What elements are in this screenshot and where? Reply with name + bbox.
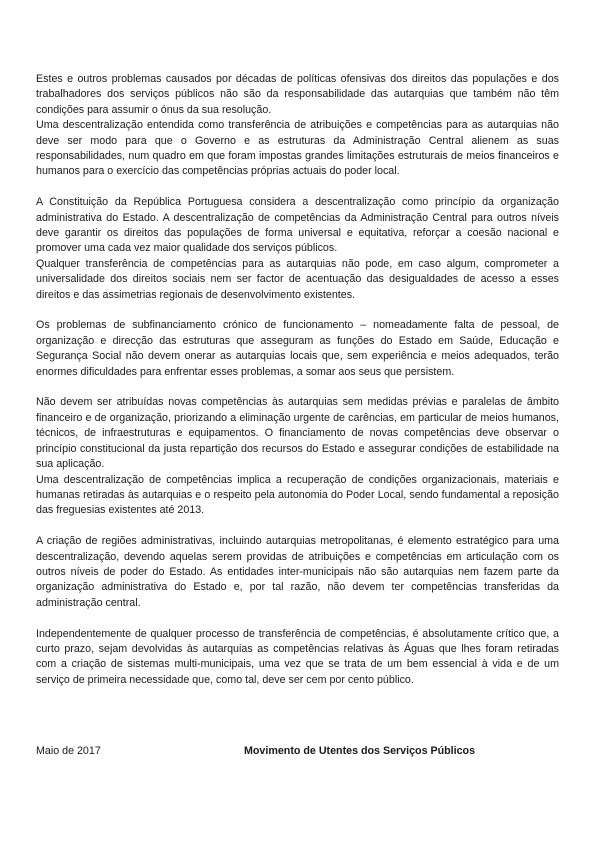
- document-body: [36, 72, 559, 688]
- paragraph-spacer: [36, 611, 559, 626]
- paragraph-spacer: [36, 380, 559, 395]
- paragraph-recovery-conditions: Uma descentralização de competências implica a recuperação de condições organizacionais, materiais e humanas retiradas às autarquias e o respeito pela autonomia do Poder Local, sendo fundamental a reposição das freguesias existentes até 2013.: [36, 473, 559, 517]
- document-date: Maio de 2017: [36, 745, 101, 757]
- paragraph-spacer: [36, 519, 559, 534]
- paragraph-problems: Estes e outros problemas causados por décadas de políticas ofensivas dos direitos das populações e dos trabalhadores dos serviços públicos não são da responsabilidade das autarquias que também não têm condições para assumir o ónus da sua resolução.: [36, 73, 559, 116]
- paragraph-transfer-universality: Qualquer transferência de competências para as autarquias não pode, em caso algum, comprometer a universalidade dos direitos sociais nem ser factor de acentuação das desigualdades de acesso a esses direitos e das assimetrias regionais de desenvolvimento existentes.: [36, 257, 559, 301]
- paragraph-decentralization-understood: Uma descentralização entendida como transferência de atribuições e competências para as autarquias não deve ser modo para que o Governo e as estruturas da Administração Central alienem as suas responsabilidades, num quadro em que foram impostas grandes limitações estruturais de meios financeiros e humanos para o exercício das competências próprias actuais do poder local.: [36, 119, 559, 178]
- paragraph-underfunding: Os problemas de subfinanciamento crónico de funcionamento – nomeadamente falta de pessoal, de organização e direcção das estruturas que asseguram as funções do Estado em Saúde, Educação e Segurança Social não devem onerar as autarquias locais que, sem experiência e meios adequados, terão enormes dificuldades para enfrentar esses problemas, a somar aos seus que persistem.: [36, 319, 559, 378]
- paragraph-constitution: A Constituição da República Portuguesa considera a descentralização como princípio da organização administrativa do Estado. A descentralização de competências da Administração Central para outros níveis deve garantir os direitos das populações de forma universal e equitativa, reforçar a coesão nacional e promover uma cada vez maior qualidade dos serviços públicos.: [36, 196, 559, 255]
- document-signature: Movimento de Utentes dos Serviços Públicos: [244, 745, 476, 757]
- paragraph-water: Independentemente de qualquer processo de transferência de competências, é absolutamente crítico que, a curto prazo, sejam devolvidas às autarquias as competências relativas às Águas que lhes foram retiradas com a criação de sistemas multi-municipais, uma vez que se trata de um bem essencial à vida e de um serviço de primeira necessidade que, como tal, deve ser cem por cento público.: [36, 627, 559, 686]
- paragraph-spacer: [36, 303, 559, 318]
- paragraph-new-competences: Não devem ser atribuídas novas competências às autarquias sem medidas prévias e paralelas de âmbito financeiro e de organização, priorizando a eliminação urgente de carências, em particular de meios humanos, técnicos, de infraestruturas e equipamentos. O financiamento de novas competências deve observar o princípio constitucional da justa repartição dos recursos do Estado e assegurar condições de estabilidade na sua aplicação.: [36, 396, 559, 471]
- paragraph-spacer: [36, 180, 559, 195]
- paragraph-administrative-regions: A criação de regiões administrativas, incluindo autarquias metropolitanas, é elemento estratégico para uma descentralização, devendo aquelas serem providas de atribuições e competências em articulação com os outros níveis de poder do Estado. As entidades inter-municipais não são autarquias nem fazem parte da organização administrativa do Estado e, por tal razão, não devem ter competências transferidas da administração central.: [36, 535, 559, 609]
